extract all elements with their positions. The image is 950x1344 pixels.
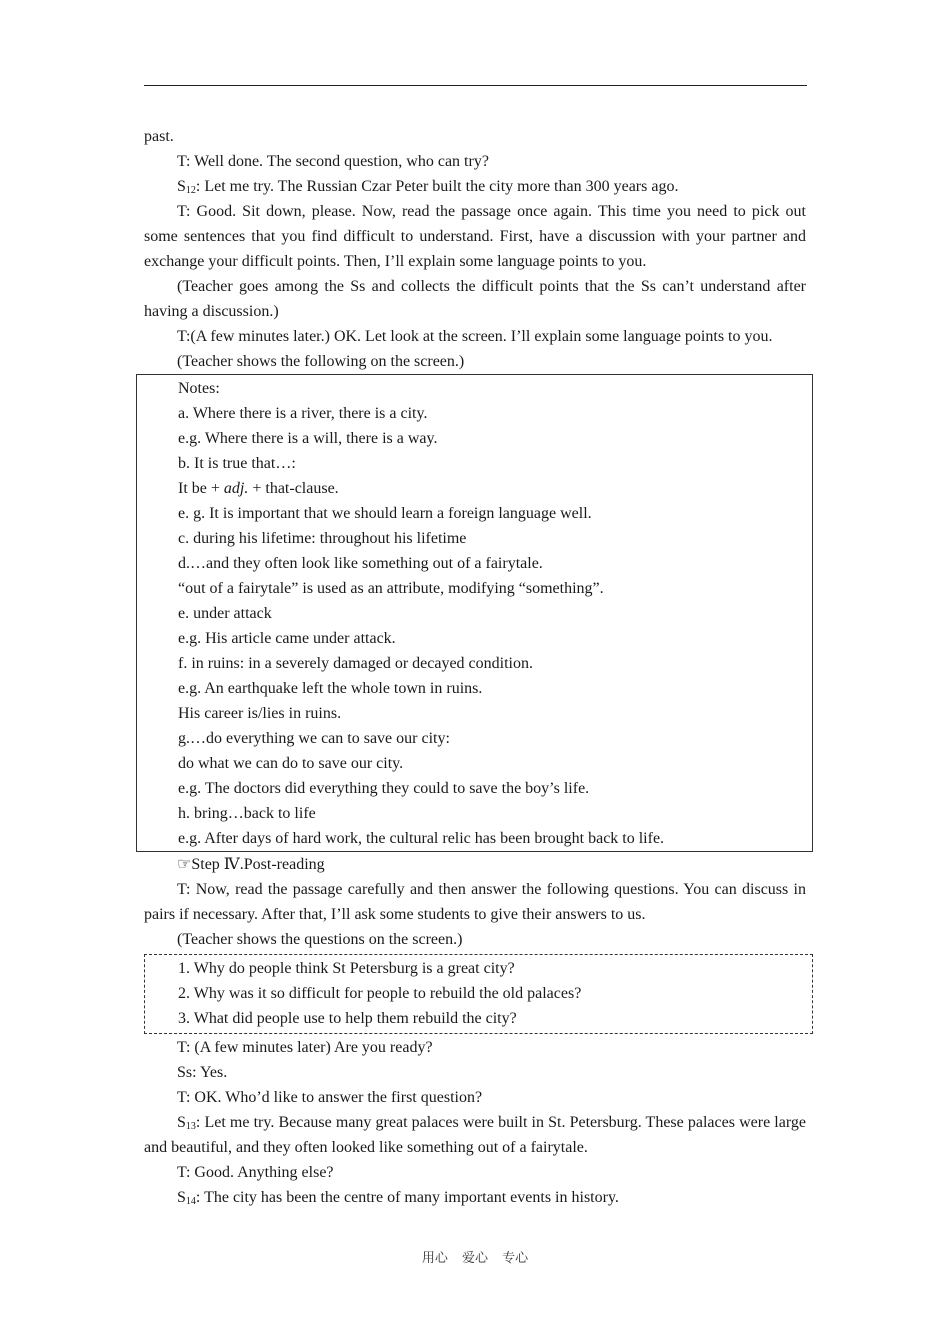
questions-list bbox=[178, 956, 812, 1031]
note-line: f. in ruins: in a severely damaged or decayed condition. bbox=[178, 655, 533, 672]
hand-pointer-icon: ☞ bbox=[177, 856, 192, 873]
dialogue-section-top bbox=[144, 124, 806, 374]
dialogue-line bbox=[144, 1185, 806, 1210]
dialogue-line bbox=[144, 324, 806, 349]
line-text: : Let me try. The Russian Czar Peter built the city more than 300 years ago. bbox=[195, 178, 679, 195]
notes-box bbox=[136, 374, 813, 852]
dialogue-line bbox=[144, 349, 806, 374]
step-label: Step Ⅳ.Post-reading bbox=[191, 856, 325, 873]
line-text: (Teacher shows the following on the screen.) bbox=[177, 353, 465, 370]
page-footer bbox=[0, 1247, 950, 1266]
line-text: T: Now, read the passage carefully and then answer the following questions. You can discuss in pairs if necessary. After that, I’ll ask some students to give their answers to us. bbox=[144, 881, 806, 923]
dialogue-line bbox=[144, 274, 806, 324]
note-line: do what we can do to save our city. bbox=[178, 755, 404, 772]
footer-word-2: 爱心 bbox=[461, 1251, 488, 1266]
line-text: T: Good. Anything else? bbox=[177, 1164, 334, 1181]
step-heading bbox=[144, 852, 806, 877]
line-text: (Teacher shows the questions on the screen.) bbox=[177, 931, 463, 948]
line-text: T: (A few minutes later) Are you ready? bbox=[177, 1039, 433, 1056]
note-line bbox=[178, 476, 812, 501]
note-line: e.g. Where there is a will, there is a way. bbox=[178, 430, 438, 447]
line-text: (Teacher goes among the Ss and collects the difficult points that the Ss can’t understand after having a discussion.) bbox=[144, 278, 806, 320]
notes-lines bbox=[178, 401, 812, 851]
dialogue-line bbox=[144, 877, 806, 927]
header-rule bbox=[144, 85, 807, 86]
document-body bbox=[144, 124, 806, 1210]
question-item: 2. Why was it so difficult for people to rebuild the old palaces? bbox=[178, 985, 582, 1002]
dialogue-section-middle bbox=[144, 877, 806, 952]
note-line: d.…and they often look like something out of a fairytale. bbox=[178, 555, 543, 572]
footer-word-3: 专心 bbox=[502, 1251, 529, 1266]
note-line: e.g. An earthquake left the whole town in ruins. bbox=[178, 680, 483, 697]
question-item: 3. What did people use to help them rebuild the city? bbox=[178, 1010, 517, 1027]
note-line: His career is/lies in ruins. bbox=[178, 705, 342, 722]
note-line: e.g. His article came under attack. bbox=[178, 630, 396, 647]
note-line: e. under attack bbox=[178, 605, 272, 622]
dialogue-line bbox=[144, 124, 806, 149]
line-text: T:(A few minutes later.) OK. Let look at the screen. I’ll explain some language points to you. bbox=[177, 328, 773, 345]
dialogue-line bbox=[144, 199, 806, 274]
speaker: S bbox=[177, 1114, 186, 1131]
line-text: T: OK. Who’d like to answer the first question? bbox=[177, 1089, 483, 1106]
dialogue-line bbox=[144, 1060, 806, 1085]
speaker-number: 12 bbox=[185, 185, 196, 196]
notes-title: Notes: bbox=[178, 380, 220, 397]
questions-box bbox=[144, 954, 813, 1034]
note-line: g.…do everything we can to save our city: bbox=[178, 730, 450, 747]
dialogue-line bbox=[144, 1110, 806, 1160]
footer-word-1: 用心 bbox=[421, 1251, 448, 1266]
line-text: : The city has been the centre of many important events in history. bbox=[195, 1189, 619, 1206]
question-item: 1. Why do people think St Petersburg is a great city? bbox=[178, 960, 515, 977]
note-line: e.g. The doctors did everything they could to save the boy’s life. bbox=[178, 780, 590, 797]
note-line: h. bring…back to life bbox=[178, 805, 316, 822]
dialogue-line bbox=[144, 174, 806, 199]
speaker-number: 14 bbox=[185, 1196, 196, 1207]
dialogue-line bbox=[144, 927, 806, 952]
note-line: e.g. After days of hard work, the cultural relic has been brought back to life. bbox=[178, 830, 665, 847]
speaker-number: 13 bbox=[185, 1121, 196, 1132]
dialogue-line bbox=[144, 1085, 806, 1110]
line-text: T: Well done. The second question, who can try? bbox=[177, 153, 489, 170]
note-line: a. Where there is a river, there is a city. bbox=[178, 405, 428, 422]
dialogue-line bbox=[144, 1035, 806, 1060]
note-emphasis: adj. bbox=[223, 480, 249, 497]
note-line: b. It is true that…: bbox=[178, 455, 296, 472]
note-line: c. during his lifetime: throughout his lifetime bbox=[178, 530, 467, 547]
note-line: e. g. It is important that we should learn a foreign language well. bbox=[178, 505, 592, 522]
dialogue-section-bottom bbox=[144, 1035, 806, 1210]
speaker: S bbox=[177, 178, 186, 195]
line-text: past. bbox=[144, 128, 174, 145]
note-text: It be + bbox=[178, 480, 224, 497]
dialogue-line bbox=[144, 149, 806, 174]
line-text: Ss: Yes. bbox=[177, 1064, 228, 1081]
line-text: T: Good. Sit down, please. Now, read the passage once again. This time you need to pick out some sentences that you find difficult to understand. First, have a discussion with your partner and exchange your difficult points. Then, I’ll explain some language points to you. bbox=[144, 203, 806, 270]
speaker: S bbox=[177, 1189, 186, 1206]
dialogue-line bbox=[144, 1160, 806, 1185]
line-text: : Let me try. Because many great palaces were built in St. Petersburg. These palaces were large and beautiful, and they often looked like something out of a fairytale. bbox=[144, 1114, 806, 1156]
note-text: + that-clause. bbox=[248, 480, 339, 497]
note-line: “out of a fairytale” is used as an attribute, modifying “something”. bbox=[178, 580, 604, 597]
